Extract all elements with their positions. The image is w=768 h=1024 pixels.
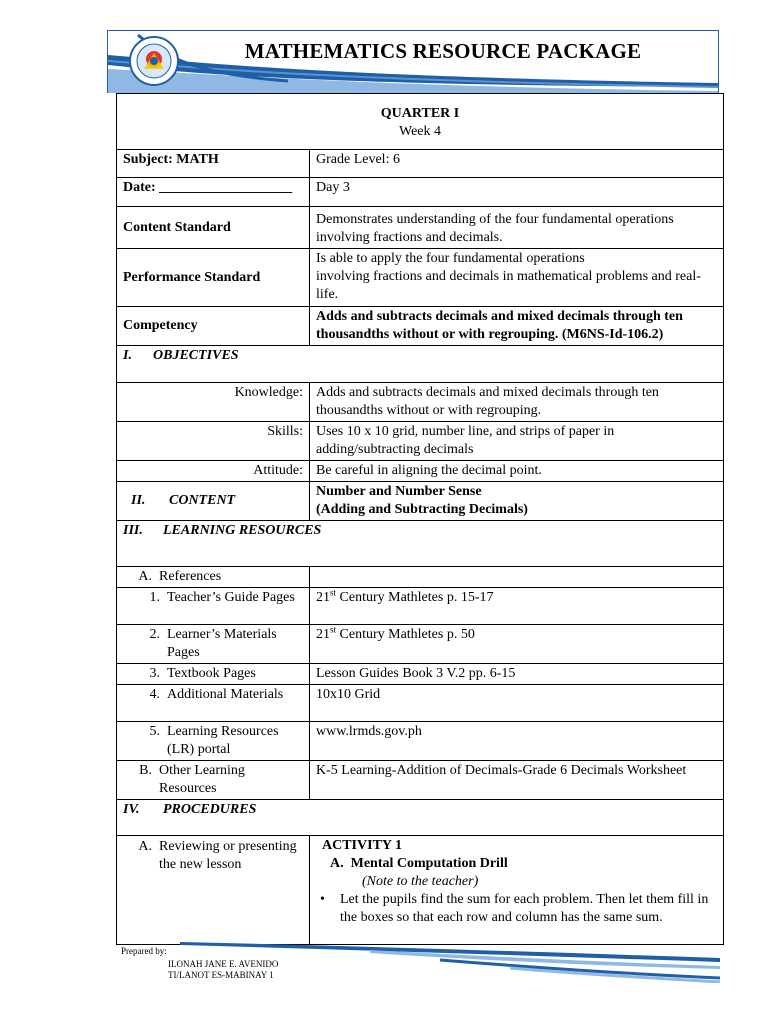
procedure-a-row	[117, 836, 724, 945]
resources-number: III.	[123, 523, 143, 538]
resource-number: 3.	[149, 666, 160, 681]
resource-label: Teacher’s Guide Pages	[167, 590, 295, 605]
resource-row-5	[117, 722, 724, 761]
preparer-school: TI/LANOT ES-MABINAY 1	[168, 970, 274, 980]
references-label: References	[159, 569, 222, 584]
resource-label: Textbook Pages	[167, 666, 256, 681]
content-cell	[310, 482, 724, 521]
resource-row-1	[117, 588, 724, 625]
activity-title: ACTIVITY 1	[322, 838, 402, 853]
other-resources-value: K-5 Learning-Addition of Decimals-Grade 6 Decimals Worksheet	[310, 761, 724, 800]
performance-standard-row	[117, 249, 724, 307]
performance-standard-label: Performance Standard	[117, 249, 310, 307]
preparer-info	[168, 959, 278, 981]
content-number: II.	[131, 493, 146, 508]
page-title: MATHEMATICS RESOURCE PACKAGE	[244, 39, 642, 63]
resource-value: 21st Century Mathletes p. 50	[310, 625, 724, 664]
header-banner	[107, 30, 719, 93]
other-resources-label: Other Learning Resources	[159, 763, 245, 796]
other-resources-letter: B.	[139, 763, 152, 778]
date-row	[117, 178, 724, 207]
resources-heading-row	[117, 521, 724, 567]
content-standard-row	[117, 207, 724, 249]
drill-title: A. Mental Computation Drill	[330, 856, 508, 871]
lesson-table	[116, 93, 724, 945]
resource-number: 5.	[149, 724, 160, 739]
date-label: Date: ___________________	[117, 178, 310, 207]
procedure-a-letter: A.	[138, 839, 152, 854]
quarter-row	[117, 94, 724, 150]
performance-standard-line1: Is able to apply the four fundamental operations	[316, 251, 585, 266]
resource-value: 21st Century Mathletes p. 15-17	[310, 588, 724, 625]
instruction-bullet	[316, 891, 717, 927]
resource-value: 10x10 Grid	[310, 685, 724, 722]
day-label: Day 3	[310, 178, 724, 207]
grade-level: Grade Level: 6	[310, 150, 724, 178]
skills-row	[117, 422, 724, 461]
procedures-number: IV.	[123, 802, 140, 817]
content-row	[117, 482, 724, 521]
other-resources-row	[117, 761, 724, 800]
resource-label: Additional Materials	[167, 687, 284, 702]
content-standard-text: Demonstrates understanding of the four fundamental operations involving fractions and decimals.	[310, 207, 724, 249]
resource-value: Lesson Guides Book 3 V.2 pp. 6-15	[310, 664, 724, 685]
attitude-text: Be careful in aligning the decimal point.	[310, 461, 724, 482]
knowledge-row	[117, 383, 724, 422]
objectives-heading-row	[117, 346, 724, 383]
resources-heading: LEARNING RESOURCES	[163, 523, 322, 538]
procedures-heading-row	[117, 800, 724, 836]
procedure-a-content	[310, 836, 724, 945]
resource-row-4	[117, 685, 724, 722]
skills-text: Uses 10 x 10 grid, number line, and strips of paper in adding/subtracting decimals	[310, 422, 724, 461]
resource-row-2	[117, 625, 724, 664]
content-heading: CONTENT	[169, 493, 236, 508]
objectives-heading: OBJECTIVES	[153, 348, 239, 363]
quarter-title: QUARTER I	[380, 106, 460, 121]
references-row	[117, 567, 724, 588]
resource-row-3	[117, 664, 724, 685]
knowledge-text: Adds and subtracts decimals and mixed decimals through ten thousandths without or with regrouping.	[310, 383, 724, 422]
teacher-note: (Note to the teacher)	[362, 874, 479, 889]
procedure-a-label: Reviewing or presenting the new lesson	[159, 839, 297, 872]
attitude-row	[117, 461, 724, 482]
prepared-by-label: Prepared by:	[121, 946, 167, 956]
resource-number: 4.	[149, 687, 160, 702]
content-line1: Number and Number Sense	[316, 484, 482, 499]
subject-row	[117, 150, 724, 178]
resource-label: Learner’s Materials Pages	[167, 627, 277, 660]
content-line2: (Adding and Subtracting Decimals)	[316, 502, 528, 517]
competency-row	[117, 307, 724, 346]
resource-number: 1.	[149, 590, 160, 605]
week-label: Week 4	[398, 124, 442, 139]
subject-label: Subject: MATH	[117, 150, 310, 178]
resource-value: www.lrmds.gov.ph	[310, 722, 724, 761]
performance-standard-cell	[310, 249, 724, 307]
preparer-name: ILONAH JANE E. AVENIDO	[168, 959, 279, 969]
skills-label: Skills:	[117, 422, 310, 461]
knowledge-label: Knowledge:	[117, 383, 310, 422]
attitude-label: Attitude:	[117, 461, 310, 482]
resource-number: 2.	[149, 627, 160, 642]
references-letter: A.	[138, 569, 152, 584]
competency-label: Competency	[117, 307, 310, 346]
objectives-number: I.	[123, 348, 132, 363]
bullet-dot-icon: •	[320, 892, 325, 907]
resource-label: Learning Resources (LR) portal	[167, 724, 279, 757]
competency-text: Adds and subtracts decimals and mixed decimals through ten thousandths without or with regrouping. (M6NS-Id-106.2)	[310, 307, 724, 346]
performance-standard-line2: involving fractions and decimals in mathematical problems and real-life.	[316, 269, 701, 302]
instruction-text: Let the pupils find the sum for each problem. Then let them fill in the boxes so that each row and column has the same sum.	[340, 892, 709, 925]
content-standard-label: Content Standard	[117, 207, 310, 249]
procedures-heading: PROCEDURES	[163, 802, 257, 817]
